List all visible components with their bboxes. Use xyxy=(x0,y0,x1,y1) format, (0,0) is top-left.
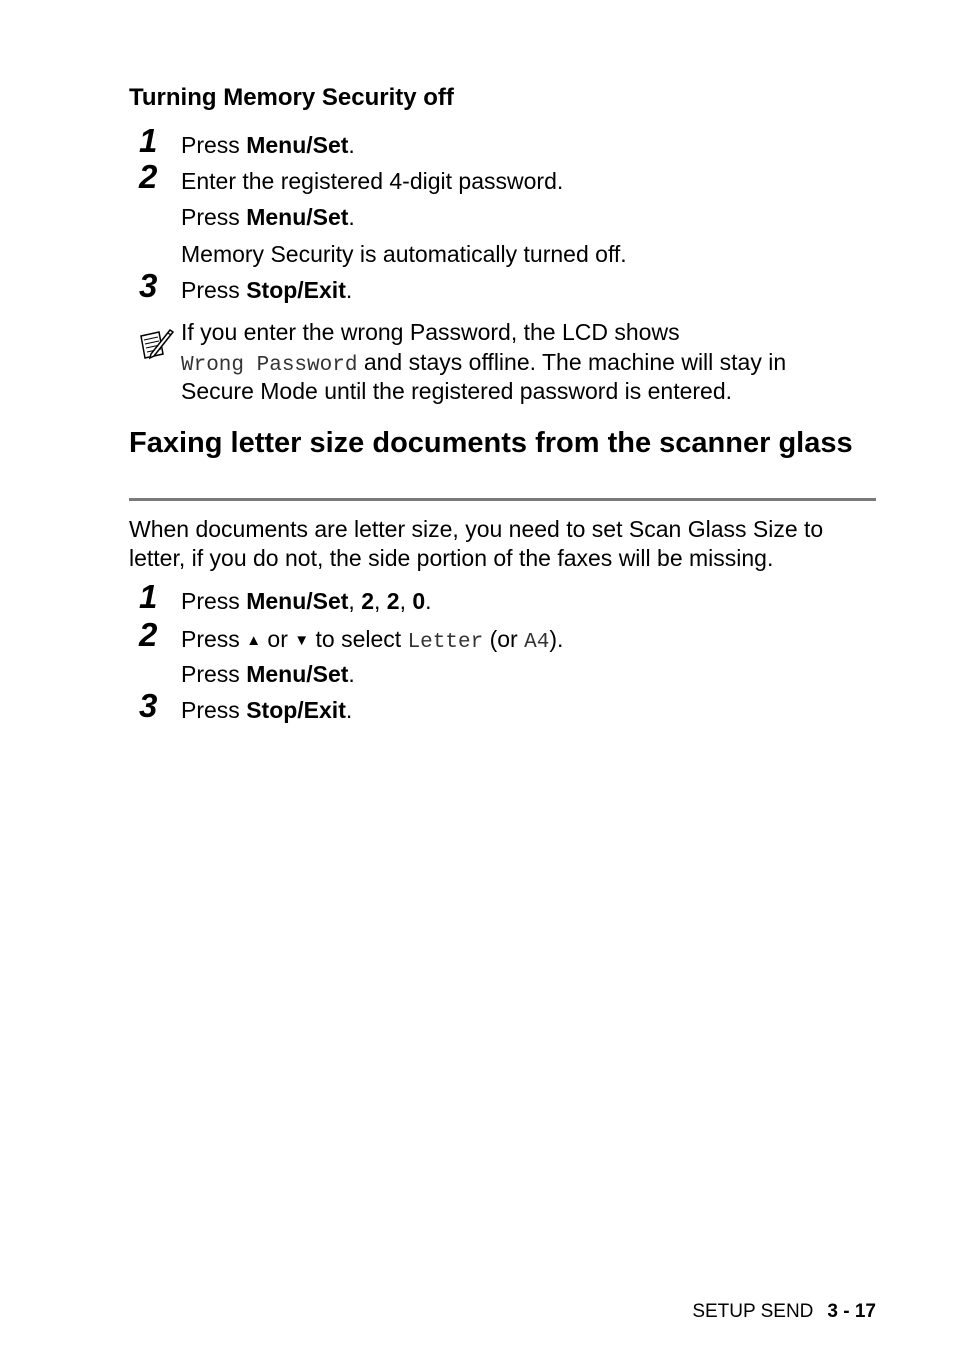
up-arrow-icon: ▲ xyxy=(246,632,262,649)
note-line-2: Wrong Password and stays offline. The machine will stay in xyxy=(181,349,787,377)
step-2-text: Press ▲ or ▼ to select Letter (or A4). xyxy=(181,626,564,654)
step-number: 3 xyxy=(139,267,158,304)
heading-rule xyxy=(129,498,876,501)
step-1-text: Press Menu/Set. xyxy=(181,132,355,158)
intro-line-1: When documents are letter size, you need to set Scan Glass Size to xyxy=(129,516,824,542)
step-3-text: Press Stop/Exit. xyxy=(181,277,353,303)
step-number: 1 xyxy=(139,122,158,159)
step-number: 2 xyxy=(139,158,158,195)
step-1-text: Press Menu/Set, 2, 2, 0. xyxy=(181,588,432,614)
page-footer xyxy=(692,1300,876,1324)
page-number: 3 - 17 xyxy=(827,1301,876,1322)
key-stop-exit: Stop/Exit xyxy=(246,277,346,303)
step-2-press-line: Press Menu/Set. xyxy=(181,204,355,230)
note-line-3: Secure Mode until the registered password is entered. xyxy=(181,378,733,404)
step-2-press-line: Press Menu/Set. xyxy=(181,661,355,687)
step-number: 2 xyxy=(139,616,158,653)
step-number: 3 xyxy=(139,687,158,724)
key-menu-set: Menu/Set xyxy=(246,204,349,230)
note-pencil-icon xyxy=(137,326,175,362)
step-3-text: Press Stop/Exit. xyxy=(181,697,353,723)
lcd-option-a4: A4 xyxy=(524,631,550,654)
intro-line-2: letter, if you do not, the side portion of the faxes will be missing. xyxy=(129,545,774,571)
lcd-option-letter: Letter xyxy=(407,631,484,654)
step-2-result: Memory Security is automatically turned off. xyxy=(181,241,627,267)
section-heading: Faxing letter size documents from the scanner glass xyxy=(129,427,853,459)
step-number: 1 xyxy=(139,578,158,615)
subsection-heading: Turning Memory Security off xyxy=(129,84,454,111)
note-line-1: If you enter the wrong Password, the LCD shows xyxy=(181,319,680,345)
down-arrow-icon: ▼ xyxy=(294,632,310,649)
step-2-text: Enter the registered 4-digit password. xyxy=(181,168,564,194)
key-menu-set: Menu/Set xyxy=(246,132,349,158)
lcd-message: Wrong Password xyxy=(181,354,358,377)
footer-section: SETUP SEND xyxy=(692,1301,814,1322)
